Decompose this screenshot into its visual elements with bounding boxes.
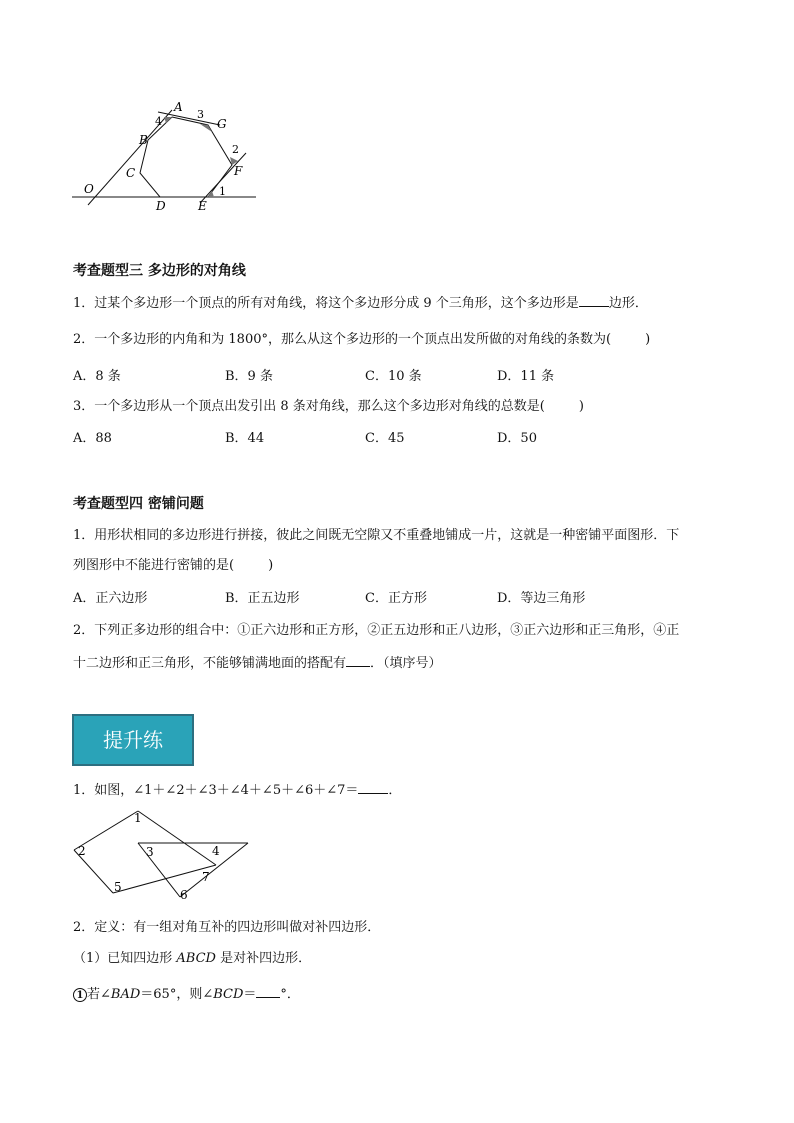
section3-q2 (73, 330, 650, 350)
upq2-item1-post: °． (280, 987, 300, 1002)
upq2-sub1-post: 是对补四边形． (215, 951, 312, 966)
label-O: O (84, 182, 94, 196)
up-q2-item1 (73, 983, 300, 1005)
s3q1-answer-blank[interactable] (579, 292, 609, 307)
fig2-edge-6 (138, 843, 180, 897)
fig2-label-3: 3 (146, 845, 154, 859)
fig2-label-6: 6 (180, 888, 188, 902)
s4q2-line1: 2．下列正多边形的组合中：①正六边形和正方形，②正五边形和正八边形，③正六边形和正三角形，④正 (73, 623, 680, 638)
upq2-sub1-var: ABCD (176, 951, 216, 966)
label-E: E (198, 199, 207, 213)
s3q2-option-b[interactable]: B．9 条 (225, 369, 273, 384)
s3q2-close: ) (645, 332, 651, 347)
s4q2-line2-text: 十二边形和正三角形，不能够铺满地面的搭配有 (73, 656, 347, 671)
label-A: A (174, 100, 183, 114)
s3q3-close: ) (578, 399, 584, 414)
fig2-label-5: 5 (114, 880, 122, 894)
s4q1-line2 (73, 556, 273, 576)
s4q2-answer-blank[interactable] (346, 652, 370, 667)
upq1-answer-blank[interactable] (358, 779, 388, 794)
s3q2-text: 2．一个多边形的内角和为 1800°，那么从这个多边形的一个顶点出发所做的对角线的条数为( (73, 332, 612, 347)
s4q1-option-c[interactable]: C．正方形 (365, 591, 427, 606)
upq1-tail: ． (388, 783, 402, 798)
up-q2-sub1 (73, 949, 311, 969)
label-G: G (217, 117, 227, 131)
fig2-edge-3 (113, 865, 216, 893)
up-q1 (73, 779, 401, 801)
label-n4: 4 (155, 115, 162, 128)
upgrade-badge: 提升练 (72, 714, 194, 766)
s4q1-close: ) (268, 558, 274, 573)
s3q2-option-a[interactable]: A．8 条 (73, 369, 121, 384)
s3q2-option-d[interactable]: D．11 条 (497, 369, 555, 384)
label-C: C (126, 166, 136, 180)
s4q2-line2 (73, 652, 442, 674)
section3-title: 考查题型三 多边形的对角线 (73, 263, 246, 279)
label-n3: 3 (197, 108, 204, 121)
section3-q1 (73, 292, 648, 314)
upq2-item1-var1: BAD (110, 987, 141, 1002)
upq2-item1-answer-blank[interactable] (256, 983, 280, 998)
label-n1: 1 (219, 185, 226, 198)
polygon-figure (60, 95, 270, 215)
s3q3-option-b[interactable]: B．44 (225, 431, 265, 446)
s3q3-option-d[interactable]: D．50 (497, 431, 537, 446)
s3q3-option-a[interactable]: A．88 (73, 431, 112, 446)
fig2-label-4: 4 (212, 844, 220, 858)
fig2-label-2: 2 (78, 844, 86, 858)
s4q1-option-d[interactable]: D．等边三角形 (497, 591, 586, 606)
label-F: F (234, 164, 243, 178)
section3-q3 (73, 397, 584, 417)
circled-one-number: 1 (76, 989, 84, 1001)
angles-figure (68, 805, 258, 905)
upq1-text: 1．如图，∠1＋∠2＋∠3＋∠4＋∠5＋∠6＋∠7＝ (73, 783, 359, 798)
upq2-item1-pre: 若∠ (87, 987, 111, 1002)
upq2-item1-mid: ＝65°，则∠ (140, 987, 214, 1002)
fig2-label-1: 1 (134, 811, 142, 825)
label-B: B (139, 133, 148, 147)
s3q3-option-c[interactable]: C．45 (365, 431, 405, 446)
s4q1-option-a[interactable]: A．正六边形 (73, 591, 148, 606)
upq2-item1-var2: BCD (213, 987, 244, 1002)
s4q2-tail: ．（填序号） (370, 656, 442, 671)
circled-one-marker (73, 988, 87, 1002)
up-q2: 2．定义：有一组对角互补的四边形叫做对补四边形． (73, 920, 381, 935)
s3q1-text: 1．过某个多边形一个顶点的所有对角线，将这个多边形分成 9 个三角形，这个多边形是 (73, 296, 579, 311)
upq2-sub1-pre: （1）已知四边形 (73, 951, 177, 966)
s4q1-line2-text: 列图形中不能进行密铺的是( (73, 558, 235, 573)
section4-title: 考查题型四 密铺问题 (73, 496, 204, 512)
label-D: D (156, 199, 166, 213)
s3q3-text: 3．一个多边形从一个顶点出发引出 8 条对角线，那么这个多边形对角线的总数是( (73, 399, 545, 414)
fig2-label-7: 7 (202, 870, 210, 884)
s4q1-line1: 1．用形状相同的多边形进行拼接，彼此之间既无空隙又不重叠地铺成一片，这就是一种密铺平面图形．下 (73, 528, 680, 543)
s3q2-option-c[interactable]: C．10 条 (365, 369, 422, 384)
upq2-item1-mid2: ＝ (243, 987, 257, 1002)
s4q1-option-b[interactable]: B．正五边形 (225, 591, 300, 606)
label-n2: 2 (232, 143, 239, 156)
s3q1-tail: 边形． (608, 296, 648, 311)
angle-mark-A (164, 117, 172, 123)
